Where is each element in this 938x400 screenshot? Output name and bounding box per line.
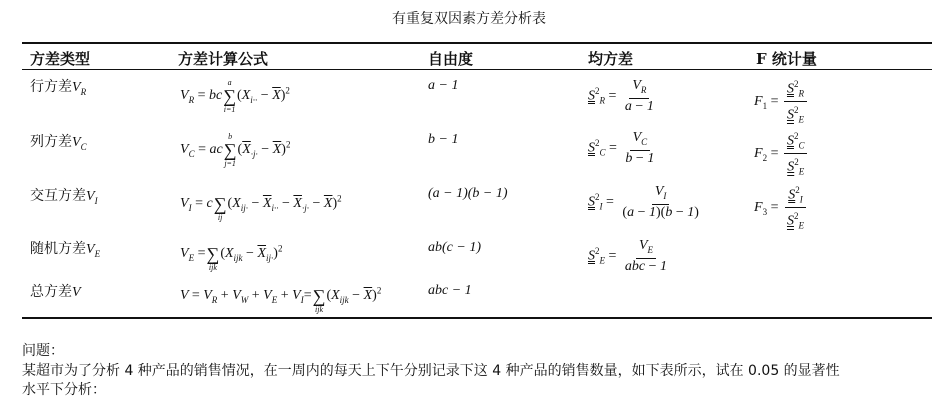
formula-row-variance: $V_R$ = bc a ∑ i=1 $(X_{i\cdot\cdot} - \overline{X})^2$ (180, 78, 290, 114)
header-variance-type: 方差类型 (30, 50, 91, 68)
header-degrees-freedom: 自由度 (428, 50, 474, 68)
table-bottom-rule (22, 317, 932, 319)
f-row-variance: $F_1$ = $\frac{S^2_R}{S^2_E}$ (754, 76, 809, 128)
header-f-statistic: F 统计量 (756, 50, 817, 68)
row-label-total-variance: 总方差V (30, 284, 81, 300)
formula-random-variance: $V_E$ = ∑ ijk $(X_{ijk} - \overline{X}_{ij\cdot})^2$ (180, 243, 283, 272)
table-top-rule (22, 42, 932, 44)
row-label-random-variance: 随机方差$V_E$ (30, 241, 101, 259)
question-text-line1: 某超市为了分析 4 种产品的销售情况，在一周内的每天上下午分别记录下这 4 种产品的销售数量，如下表所示，试在 0.05 的显著性 (22, 363, 840, 379)
df-column-variance: b − 1 (428, 132, 459, 147)
formula-interaction-variance: $V_I = c$ ∑ ij $(X_{ij\cdot} - \overline{X}_{i\cdot\cdot} - \overline{X}_{\cdot j\cdot} - \overline{X})^2$ (180, 193, 342, 222)
question-label: 问题： (22, 343, 64, 359)
row-label-interaction-variance: 交互方差$V_I$ (30, 188, 98, 206)
ms-row-variance: $S^2_R$ = $\frac{V_R}{a - 1}$ (588, 78, 654, 114)
ms-column-variance: $S^2_C$ = $\frac{V_C}{b - 1}$ (588, 130, 655, 166)
table-title: 有重复双因素方差分析表 (392, 11, 546, 27)
row-label-row-variance: 行方差$V_R$ (30, 79, 87, 97)
ms-interaction-variance: $S^2_I$ = $\frac{V_I}{(a - 1)(b - 1)}$ (588, 184, 699, 220)
table-header-rule (22, 69, 932, 70)
df-total-variance: abc − 1 (428, 283, 472, 298)
f-column-variance: $F_2$ = $\frac{S^2_C}{S^2_E}$ (754, 128, 809, 180)
question-text-line2: 水平下分析： (22, 382, 106, 398)
formula-column-variance: $V_C$ = ac b ∑ j=1 $(\overline{X}_{\cdot j\cdot} - \overline{X})^2$ (180, 132, 291, 168)
header-formula: 方差计算公式 (178, 50, 269, 68)
header-mean-square: 均方差 (588, 50, 634, 68)
row-label-column-variance: 列方差$V_C$ (30, 134, 87, 152)
df-row-variance: a − 1 (428, 78, 459, 93)
formula-total-variance: $V = V_R + V_W + V_E + V_I=$ ∑ ijk $(X_{ijk} - \overline{X})^2$ (180, 285, 382, 314)
df-interaction-variance: (a − 1)(b − 1) (428, 186, 508, 201)
ms-random-variance: $S^2_E$ = $\frac{V_E}{\text{abc − 1}}$ (588, 238, 668, 274)
f-interaction-variance: $F_3$ = $\frac{S^2_I}{S^2_E}$ (754, 182, 809, 234)
df-random-variance: ab(c − 1) (428, 240, 481, 255)
